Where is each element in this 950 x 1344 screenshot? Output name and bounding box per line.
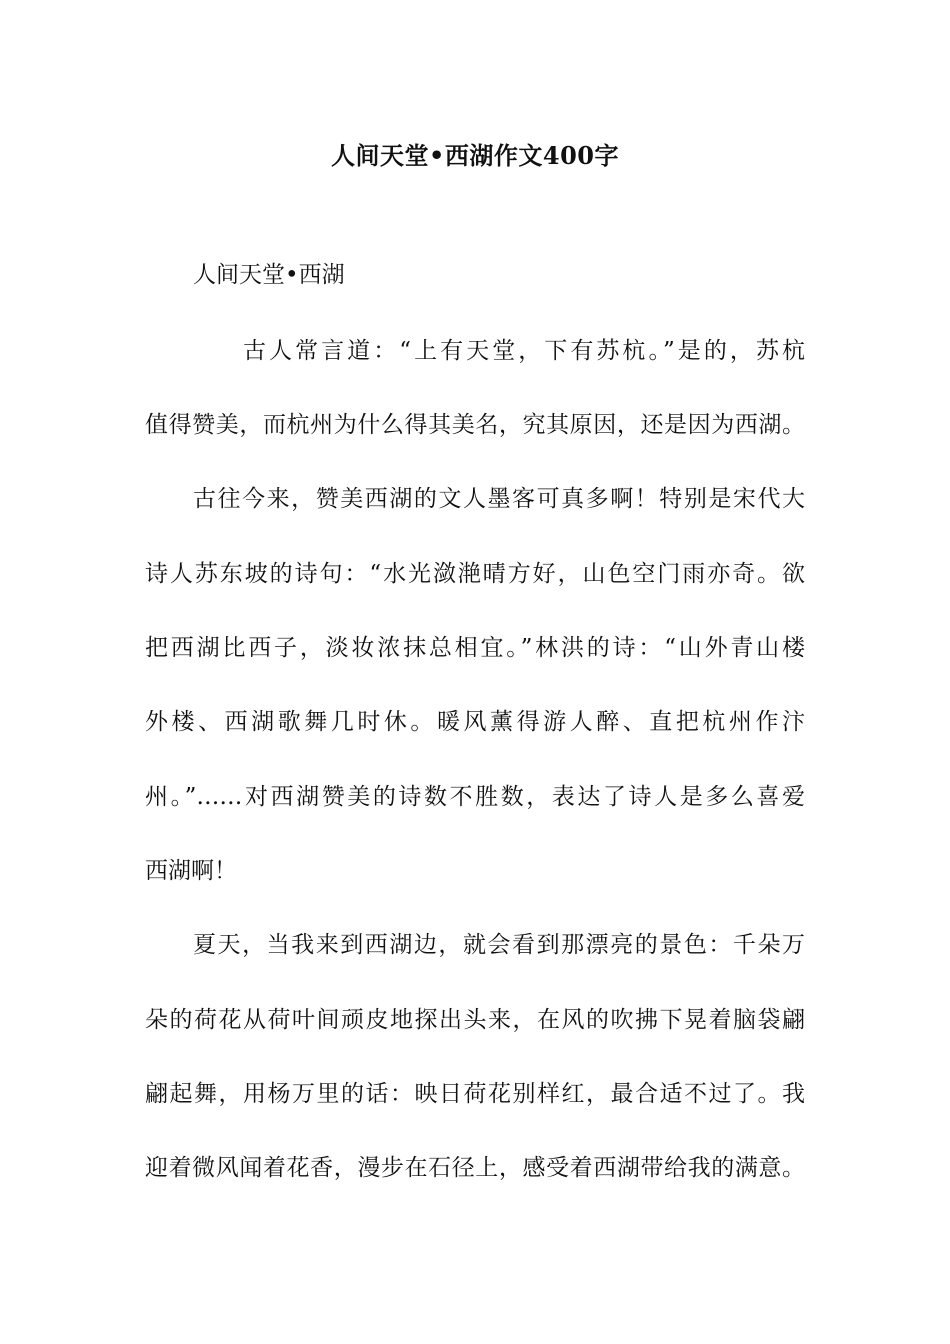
paragraph-line: 迎着微风闻着花香，漫步在石径上，感受着西湖带给我的满意。 (145, 1155, 805, 1181)
paragraph-line: 古往今来，赞美西湖的文人墨客可真多啊！特别是宋代大 (193, 486, 805, 512)
paragraph-line: 外楼、西湖歌舞几时休。暖风薰得游人醉、直把杭州作汴 (145, 709, 805, 735)
paragraph-line: 古人常言道：“上有天堂，下有苏杭。”是的，苏杭 (243, 338, 805, 364)
paragraph-line: 诗人苏东坡的诗句：“水光潋滟晴方好，山色空门雨亦奇。欲 (145, 561, 805, 587)
document-title: 人间天堂•西湖作文400字 (331, 141, 619, 170)
section-heading: 人间天堂•西湖 (193, 262, 345, 288)
paragraph-line: 夏天，当我来到西湖边，就会看到那漂亮的景色：千朵万 (193, 932, 805, 958)
paragraph-line: 翩起舞，用杨万里的话：映日荷花别样红，最合适不过了。我 (145, 1081, 805, 1107)
paragraph-line: 州。”……对西湖赞美的诗数不胜数，表达了诗人是多么喜爱 (145, 784, 805, 810)
paragraph-line: 西湖啊！ (145, 858, 237, 884)
paragraph-line: 朵的荷花从荷叶间顽皮地探出头来，在风的吹拂下晃着脑袋翩 (145, 1007, 805, 1033)
paragraph-line: 值得赞美，而杭州为什么得其美名，究其原因，还是因为西湖。 (145, 412, 805, 438)
paragraph-line: 把西湖比西子，淡妆浓抹总相宜。”林洪的诗：“山外青山楼 (145, 635, 805, 661)
